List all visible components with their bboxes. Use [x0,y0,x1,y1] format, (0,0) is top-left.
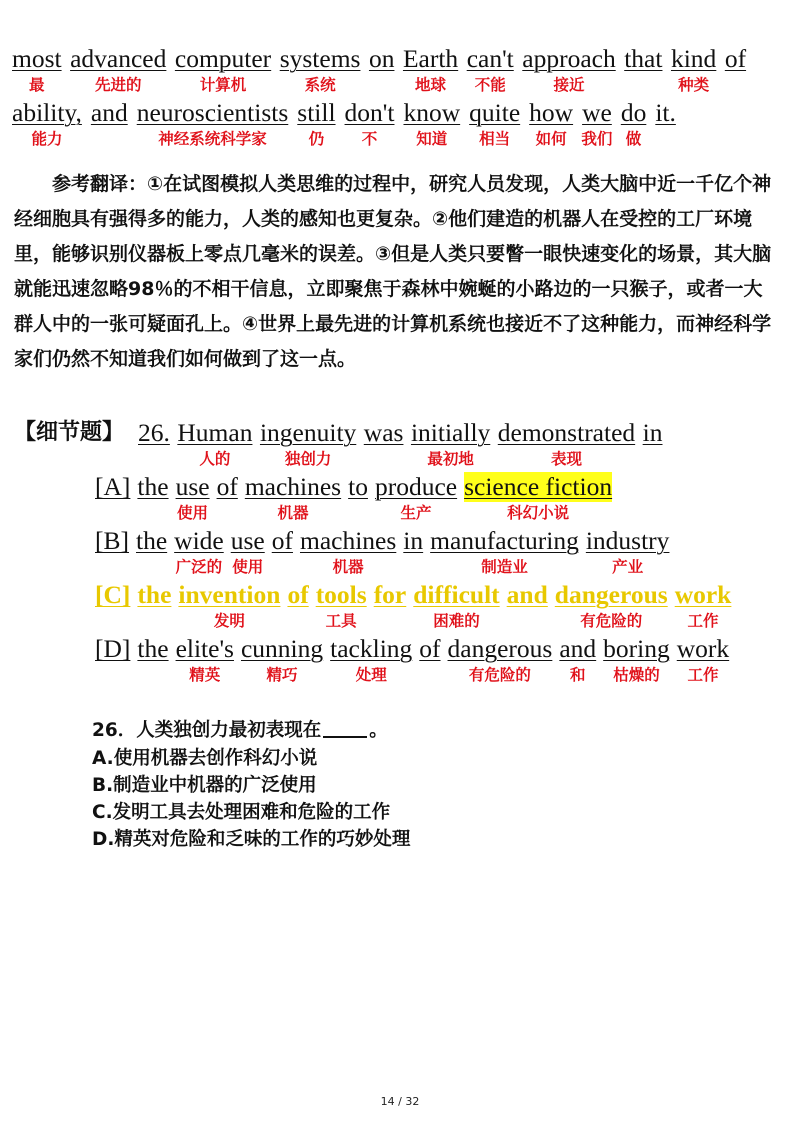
word: work [676,634,730,663]
gloss-annotation: 科幻小说 [507,504,570,522]
option-d [0,634,800,688]
gloss-annotation: 机器 [332,558,364,576]
word: in [642,418,663,447]
option-a [0,472,800,526]
word: do [620,98,647,127]
gloss-annotation: 仍 [308,130,325,148]
word: still [297,98,336,127]
cn-question-stem [92,718,388,744]
word: of [287,580,309,609]
gloss-annotation: 有危险的 [580,612,643,630]
passage-line-2 [0,98,800,152]
cn-option-c: C.发明工具去处理困难和危险的工作 [92,802,391,823]
word: machines [299,526,397,555]
cn-question-prefix: 26．人类独创力最初表现在 [92,720,322,741]
gloss-annotation: 接近 [553,76,585,94]
word: science fiction [464,472,613,501]
page-number [0,1095,800,1108]
word: dangerous [447,634,553,663]
gloss-annotation: 精巧 [266,666,298,684]
gloss-annotation: 种类 [678,76,710,94]
word: use [230,526,265,555]
page-separator: / [398,1095,402,1108]
word: the [137,580,172,609]
gloss-annotation: 最初地 [427,450,474,468]
word: wide [174,526,224,555]
word: was [363,418,404,447]
word: it. [655,98,676,127]
gloss-annotation: 人的 [199,450,231,468]
gloss-annotation: 工作 [687,612,719,630]
option-c-answer [0,580,800,634]
gloss-annotation: 能力 [31,130,63,148]
word: [A] [95,472,131,501]
gloss-annotation: 有危险的 [468,666,531,684]
cn-question-suffix: 。 [369,720,388,741]
gloss-annotation: 我们 [581,130,613,148]
gloss-annotation: 做 [625,130,642,148]
gloss-annotation: 生产 [400,504,432,522]
word: tools [315,580,367,609]
page-current: 14 [380,1095,395,1108]
gloss-annotation: 不 [361,130,378,148]
gloss-annotation: 和 [570,666,586,684]
word: know [403,98,461,127]
word: [D] [95,634,131,663]
word: neuroscientists [136,98,289,127]
word: ability, [12,98,82,127]
word: to [348,472,368,501]
gloss-annotation: 相当 [479,130,511,148]
word: the [137,472,169,501]
word: approach [522,44,616,73]
gloss-annotation: 地球 [415,76,447,94]
word: produce [374,472,458,501]
passage-line-1 [0,44,800,98]
word: of [216,472,238,501]
word: of [724,44,747,73]
gloss-annotation: 产业 [612,558,644,576]
gloss-annotation: 如何 [535,130,567,148]
word: difficult [413,580,500,609]
word: can't [466,44,514,73]
word: manufacturing [430,526,579,555]
word: and [559,634,597,663]
word: systems [279,44,361,73]
word: for [373,580,407,609]
gloss-annotation: 知道 [416,130,448,148]
answer-blank [323,718,367,738]
word: 26. [138,418,170,447]
word: invention [178,580,281,609]
word: and [506,580,548,609]
gloss-annotation: 计算机 [199,76,247,94]
gloss-annotation: 先进的 [94,76,142,94]
gloss-annotation: 困难的 [433,612,480,630]
word: dangerous [554,580,668,609]
cn-option-a: A.使用机器去创作科幻小说 [92,748,318,769]
reference-translation: 参考翻译：①在试图模拟人类思维的过程中，研究人员发现，人类大脑中近一千亿个神经细胞具有强得多的能力，人类的感知也更复杂。②他们建造的机器人在受控的工厂环境里，能够识别仪器板上零点几毫米的误差。③但是人类只要瞥一眼快速变化的场景，其大脑就能迅速忽略98％的不相干信息，立即聚焦于森林中婉蜒的小路边的一只猴子，或者一大群人中的一张可疑面孔上。④世界上最先进的计算机系统也接近不了这种能力，而神经科学家们仍然不知道我们如何做到了这一点。 [14,173,772,370]
question-stem [0,418,800,472]
word: work [674,580,732,609]
question-type-tag: 【细节题】 [14,420,125,445]
word: in [403,526,424,555]
word: of [271,526,293,555]
gloss-annotation: 使用 [232,558,264,576]
gloss-annotation: 发明 [213,612,245,630]
word: machines [244,472,342,501]
word: [B] [95,526,129,555]
word: [C] [95,580,131,609]
page-total: 32 [405,1095,420,1108]
word: the [136,526,168,555]
gloss-annotation: 机器 [277,504,309,522]
word: don't [344,98,395,127]
option-b [0,526,800,580]
word: elite's [175,634,234,663]
word: computer [174,44,272,73]
word: quite [469,98,521,127]
word: boring [603,634,670,663]
word: initially [410,418,491,447]
word: the [137,634,169,663]
gloss-annotation: 广泛的 [175,558,223,576]
word: use [175,472,210,501]
gloss-annotation: 工具 [325,612,357,630]
gloss-annotation: 处理 [355,666,387,684]
word: that [624,44,663,73]
word: Earth [402,44,459,73]
word: tackling [330,634,413,663]
gloss-annotation: 枯燥的 [613,666,660,684]
word: advanced [70,44,167,73]
gloss-annotation: 神经系统科学家 [158,130,267,148]
word: of [419,634,441,663]
gloss-annotation: 不能 [474,76,506,94]
gloss-annotation: 表现 [550,450,582,468]
word: demonstrated [497,418,636,447]
cn-option-b: B.制造业中机器的广泛使用 [92,775,317,796]
word: most [12,44,62,73]
word: how [529,98,574,127]
word: ingenuity [259,418,357,447]
word: on [368,44,395,73]
gloss-annotation: 系统 [304,76,336,94]
word: Human [177,418,253,447]
word: and [90,98,128,127]
word: we [582,98,612,127]
gloss-annotation: 工作 [687,666,719,684]
word: industry [585,526,670,555]
word: kind [670,44,717,73]
cn-option-d: D.精英对危险和乏味的工作的巧妙处理 [92,829,411,850]
gloss-annotation: 最 [29,76,45,94]
word: cunning [240,634,324,663]
gloss-annotation: 使用 [177,504,209,522]
gloss-annotation: 制造业 [481,558,528,576]
gloss-annotation: 独创力 [284,450,332,468]
gloss-annotation: 精英 [189,666,221,684]
